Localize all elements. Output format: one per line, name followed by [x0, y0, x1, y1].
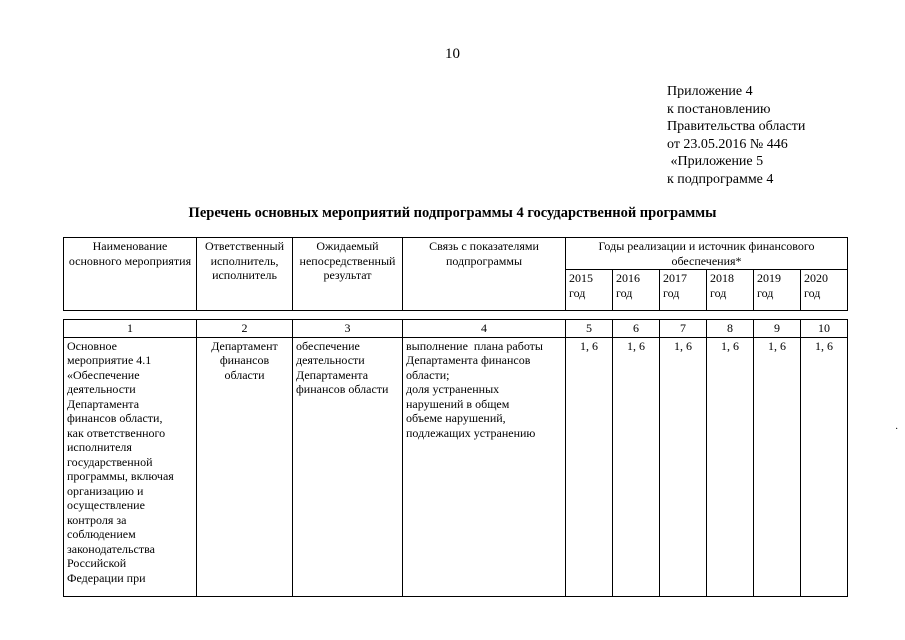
year-unit: год	[710, 285, 727, 300]
text-line: законодательства	[67, 541, 155, 556]
text-line: подлежащих устранению	[406, 425, 536, 440]
year-label: 2015	[569, 271, 593, 285]
year-unit: год	[663, 285, 680, 300]
year-value: 1, 6	[754, 337, 801, 596]
text-line: выполнение плана работы	[406, 338, 543, 353]
year-value: 1, 6	[801, 337, 848, 596]
column-number: 7	[660, 320, 707, 338]
gap-row	[64, 311, 848, 320]
year-label: 2019	[757, 271, 781, 285]
measures-table	[63, 237, 848, 597]
text-line: Департамента	[67, 396, 140, 411]
text-line: области	[224, 367, 265, 382]
column-number: 4	[403, 320, 566, 338]
executor-cell	[197, 337, 293, 596]
appendix-line: от 23.05.2016 № 446	[667, 136, 788, 152]
header-years-group: Годы реализации и источник финансового обеспечения*	[566, 238, 848, 270]
column-number: 3	[293, 320, 403, 338]
year-label: 2018	[710, 271, 734, 285]
text-line: Департамента финансов	[406, 353, 531, 367]
result-cell	[293, 337, 403, 596]
header-year-cell	[566, 270, 613, 311]
column-number: 2	[197, 320, 293, 338]
year-unit: год	[804, 285, 821, 300]
year-value: 1, 6	[660, 337, 707, 596]
header-year-cell	[801, 270, 848, 311]
text-line: Департамента	[296, 367, 369, 382]
column-number: 1	[64, 320, 197, 338]
text-line: объеме нарушений,	[406, 411, 506, 425]
text-line: контроля за	[67, 512, 127, 527]
year-unit: год	[616, 285, 633, 300]
appendix-block	[667, 83, 805, 188]
appendix-line: «Приложение 5	[667, 154, 764, 169]
year-unit: год	[757, 285, 774, 300]
scan-dot: ·	[895, 424, 899, 435]
appendix-line: Правительства области	[667, 119, 806, 134]
text-line: финансов	[219, 353, 270, 367]
text-line: Основное	[67, 338, 117, 353]
text-line: соблюдением	[67, 527, 136, 541]
year-label: 2020	[804, 271, 828, 285]
text-line: нарушений в общем	[406, 396, 510, 411]
page-number: 10	[445, 46, 460, 62]
indicators-cell	[403, 337, 566, 596]
column-number: 6	[613, 320, 660, 338]
text-line: как ответственного	[67, 425, 166, 440]
header-name: Наименование основного мероприятия	[64, 238, 197, 311]
year-label: 2016	[616, 271, 640, 285]
text-line: мероприятие 4.1	[67, 353, 152, 367]
year-unit: год	[569, 285, 586, 300]
column-number: 10	[801, 320, 848, 338]
text-line: государственной	[67, 454, 153, 469]
header-year-cell	[754, 270, 801, 311]
header-year-cell	[613, 270, 660, 311]
text-line: осуществление	[67, 498, 145, 512]
header-row	[64, 238, 848, 270]
text-line: Федерации при	[67, 570, 146, 585]
header-year-cell	[707, 270, 754, 311]
text-line: финансов области	[296, 382, 389, 396]
column-number: 5	[566, 320, 613, 338]
header-result: Ожидаемый непосредственный результат	[293, 238, 403, 311]
column-number: 9	[754, 320, 801, 338]
measure-name-cell	[64, 337, 197, 596]
column-number: 8	[707, 320, 754, 338]
header-executor: Ответственный исполнитель, исполнитель	[197, 238, 293, 311]
year-value: 1, 6	[613, 337, 660, 596]
text-line: организацию и	[67, 483, 144, 498]
text-line: «Обеспечение	[67, 367, 140, 382]
appendix-line: Приложение 4	[667, 84, 753, 99]
appendix-line: к постановлению	[667, 101, 771, 117]
year-label: 2017	[663, 271, 687, 285]
text-line: финансов области,	[67, 411, 163, 425]
year-value: 1, 6	[566, 337, 613, 596]
text-line: области;	[406, 367, 450, 382]
text-line: доля устраненных	[406, 382, 500, 396]
text-line: программы, включая	[67, 469, 174, 483]
header-year-cell	[660, 270, 707, 311]
document-title: Перечень основных мероприятий подпрограммы 4 государственной программы	[188, 205, 717, 221]
text-line: исполнителя	[67, 440, 132, 454]
table-gap	[64, 311, 848, 320]
appendix-line: к подпрограмме 4	[667, 171, 774, 187]
year-value: 1, 6	[707, 337, 754, 596]
text-line: деятельности	[296, 353, 365, 367]
table-row	[64, 337, 848, 596]
header-indicators: Связь с показателями подпрограммы	[403, 238, 566, 311]
column-number-row	[64, 320, 848, 338]
text-line: Российской	[67, 556, 127, 570]
text-line: обеспечение	[296, 338, 360, 353]
text-line: деятельности	[67, 382, 136, 396]
text-line: Департамент	[211, 338, 278, 353]
